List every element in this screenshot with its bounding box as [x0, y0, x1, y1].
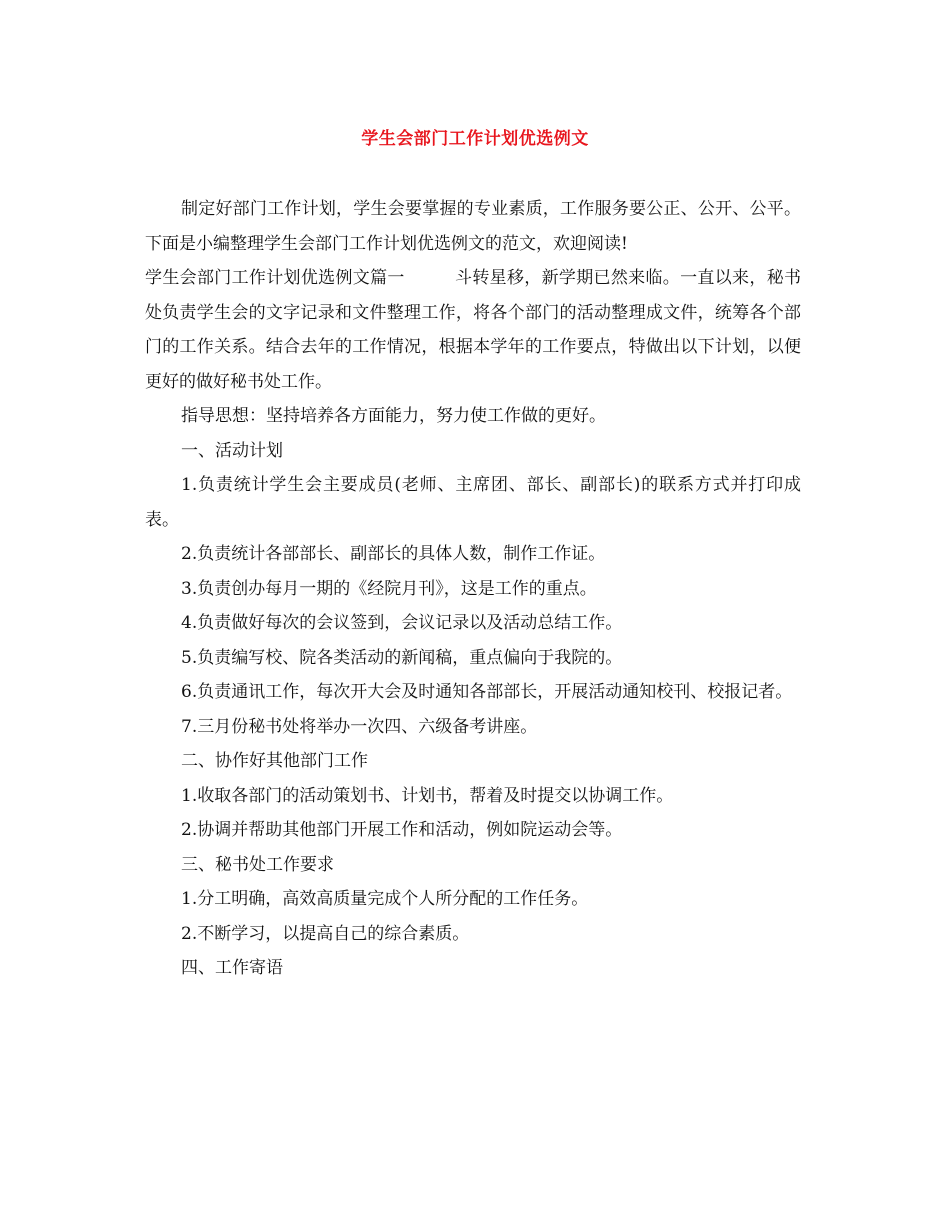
part1-item: 2.负责统计各部部长、副部长的具体人数，制作工作证。	[181, 544, 606, 564]
part2-item: 1.收取各部门的活动策划书、计划书，帮着及时提交以协调工作。	[181, 785, 674, 806]
document-title: 学生会部门工作计划优选例文	[361, 129, 589, 149]
part2-item: 2.协调并帮助其他部门开展工作和活动，例如院运动会等。	[181, 820, 623, 840]
document-body	[145, 192, 801, 986]
guiding-paragraph: 指导思想：坚持培养各方面能力，努力使工作做的更好。	[181, 406, 606, 426]
part3-heading: 三、秘书处工作要求	[181, 854, 334, 875]
part1-item: 5.负责编写校、院各类活动的新闻稿，重点偏向于我院的。	[181, 647, 623, 668]
intro-paragraph: 制定好部门工作计划，学生会要掌握的专业素质，工作服务要公正、公开、公平。下面是小编整理学生会部门工作计划优选例文的范文，欢迎阅读!	[145, 199, 801, 254]
part1-item: 3.负责创办每月一期的《经院月刊》，这是工作的重点。	[181, 578, 597, 599]
section-paragraph	[145, 261, 801, 399]
part4-heading: 四、工作寄语	[181, 958, 283, 978]
section-heading: 学生会部门工作计划优选例文篇一	[145, 268, 405, 288]
part1-item: 4.负责做好每次的会议签到，会议记录以及活动总结工作。	[181, 613, 623, 633]
part1-item: 6.负责通讯工作，每次开大会及时通知各部部长，开展活动通知校刊、校报记者。	[181, 682, 793, 702]
part2-heading: 二、协作好其他部门工作	[181, 751, 368, 771]
part1-item: 7.三月份秘书处将举办一次四、六级备考讲座。	[181, 716, 538, 737]
part1-item: 1.负责统计学生会主要成员(老师、主席团、部长、副部长)的联系方式并打印成表。	[145, 475, 801, 530]
part3-item: 1.分工明确，高效高质量完成个人所分配的工作任务。	[181, 889, 589, 909]
part3-item: 2.不断学习，以提高自己的综合素质。	[181, 923, 470, 944]
part1-heading: 一、活动计划	[181, 440, 283, 461]
section-body: 斗转星移，新学期已然来临。一直以来，秘书处负责学生会的文字记录和文件整理工作，将各个部门的活动整理成文件，统筹各个部门的工作关系。结合去年的工作情况，根据本学年的工作要点，特做出以下计划，以便更好的做好秘书处工作。	[145, 268, 802, 392]
